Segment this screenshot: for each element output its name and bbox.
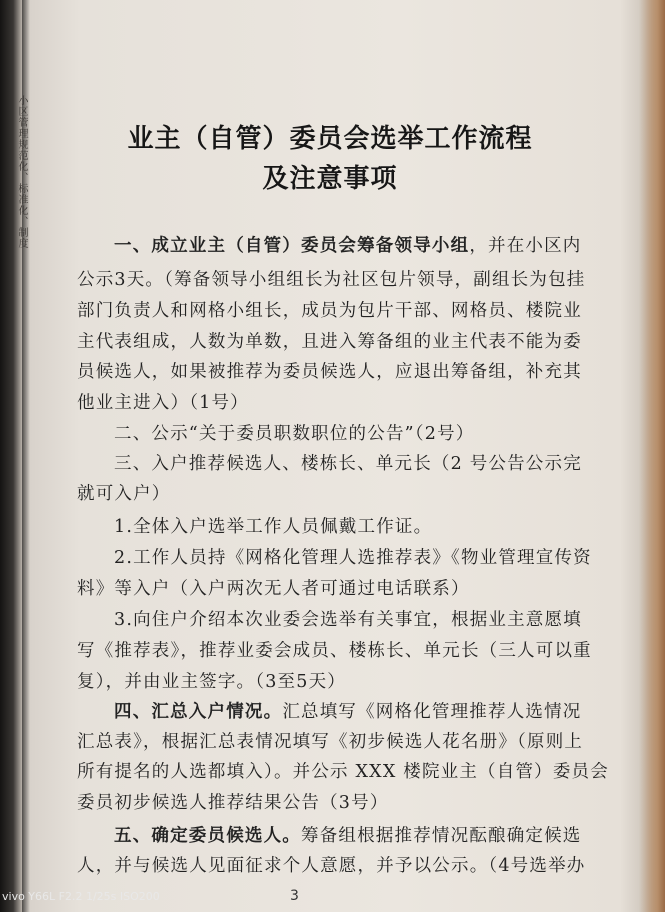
body-line-text: 就可入户） [77,484,171,504]
body-line-text: 委员初步候选人推荐结果公告（3号） [77,793,389,813]
body-line-text: ，并在小区内 [469,236,582,256]
body-line-text: 料》等入户（入户两次无人者可通过电话联系） [77,579,470,599]
body-line [114,698,582,723]
body-line-text: 1.全体入户选举工作人员佩戴工作证。 [114,517,433,537]
page-number: 3 [290,888,299,904]
body-line [114,232,582,257]
body-line-text: 汇总填写《网格化管理推荐人选情况 [282,702,582,722]
body-line [114,513,432,538]
body-line [114,822,582,847]
body-line [77,480,171,505]
body-line-text: 写《推荐表》，推荐业委会成员、楼栋长、单元长（三人可以重 [77,641,592,661]
body-line-heading: 一、成立业主（自管）委员会筹备领导小组 [114,236,470,256]
body-line [114,544,592,569]
body-line [77,728,583,753]
body-line [77,266,585,291]
body-line [77,789,389,814]
document-title: 业主（自管）委员会选举工作流程 [127,124,533,154]
document-subtitle: 及注意事项 [262,164,398,194]
body-line-heading: 四、汇总入户情况。 [114,702,283,722]
body-line-text: 部门负责人和网格小组长，成员为包片干部、网格员、楼院业 [77,301,582,321]
body-line [77,389,249,414]
body-line-text: 主代表组成，人数为单数，且进入筹备组的业主代表不能为委 [77,332,582,352]
body-line [77,852,585,877]
body-line [77,637,592,662]
body-line [77,668,346,693]
body-line [114,420,474,445]
body-line-text: 汇总表》，根据汇总表情况填写《初步候选人花名册》（原则上 [77,732,584,752]
body-line-text: 复），并由业主签字。（3至5天） [77,672,346,692]
body-line [77,328,582,353]
body-line-text: 筹备组根据推荐情况酝酿确定候选 [301,826,582,846]
body-line [77,358,582,383]
body-line [114,606,582,631]
body-line [114,450,582,475]
body-line-heading: 五、确定委员候选人。 [114,826,301,846]
body-line-text: 3.向住户介绍本次业委会选举有关事宜，根据业主意愿填 [114,610,582,630]
body-line [77,758,609,783]
body-line-text: 人，并与候选人见面征求个人意愿，并予以公示。（4号选举办 [77,856,586,876]
body-line-text: 他业主进入）（1号） [77,393,249,413]
body-line-text: 二、公示“关于委员职数职位的公告”（2号） [114,424,475,444]
body-line-text: 2.工作人员持《网格化管理人选推荐表》《物业管理宣传资 [114,548,592,568]
document-page [30,0,630,912]
body-line-text: 所有提名的人选都填入）。并公示 XXX 楼院业主（自管）委员会 [77,762,609,782]
camera-watermark: vivo Y66L F2.2 1/25s ISO200 [2,890,160,903]
page-edge [639,0,665,912]
body-line-text: 三、入户推荐候选人、楼栋长、单元长（2 号公告公示完 [114,454,582,474]
body-line-text: 员候选人，如果被推荐为委员候选人，应退出筹备组，补充其 [77,362,582,382]
body-line [77,297,582,322]
facing-page-text: 小区管理规范化、标准化、制度 [16,95,27,249]
body-line [77,575,470,600]
body-line-text: 公示3天。（筹备领导小组组长为社区包片领导，副组长为包挂 [77,270,586,290]
